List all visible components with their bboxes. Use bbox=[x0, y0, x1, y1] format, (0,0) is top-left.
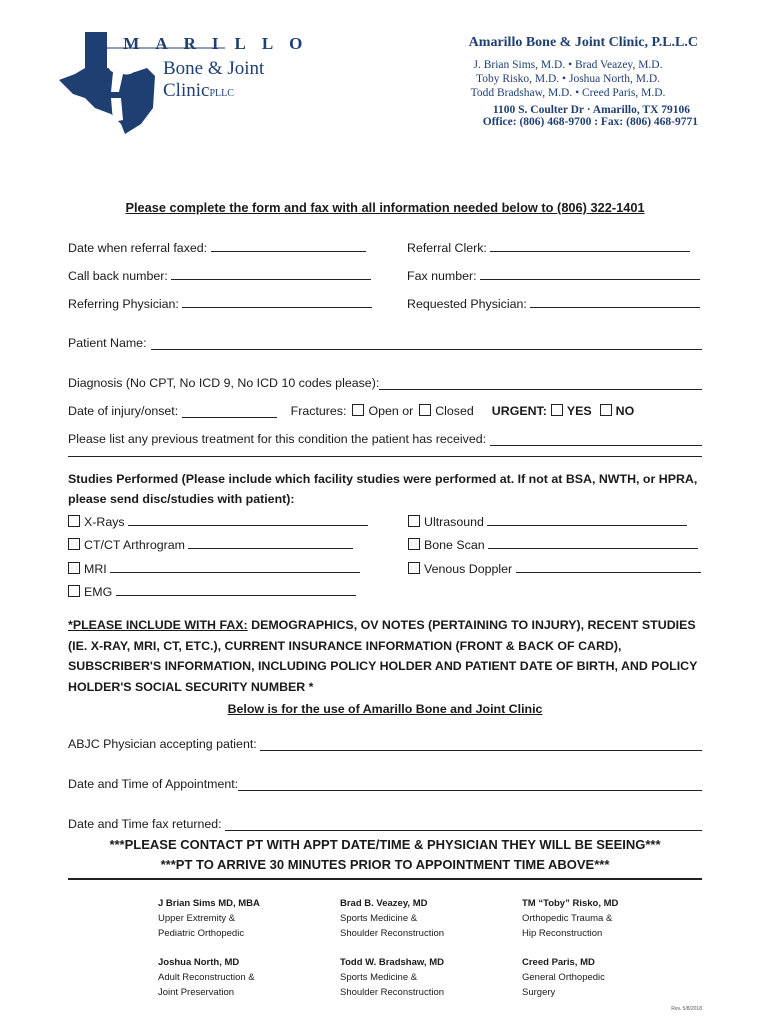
fax-returned-blank[interactable] bbox=[225, 818, 702, 831]
physician-name: Creed Paris, MD bbox=[522, 957, 595, 968]
diagnosis-blank[interactable] bbox=[379, 377, 702, 390]
venous-option[interactable] bbox=[408, 560, 701, 576]
urgent-no-option[interactable] bbox=[600, 404, 635, 418]
clinic-info bbox=[398, 35, 698, 128]
appointment-field[interactable] bbox=[68, 751, 702, 791]
patient-name-label: Patient Name: bbox=[68, 336, 147, 350]
form-title: Please complete the form and fax with all information needed below to (806) 322-1401 bbox=[125, 200, 645, 215]
study-row bbox=[68, 509, 702, 533]
clinic-name: Amarillo Bone & Joint Clinic, P.L.L.C bbox=[468, 35, 698, 50]
date-injury-label: Date of injury/onset: bbox=[68, 404, 179, 418]
referring-physician-blank[interactable] bbox=[182, 295, 372, 308]
contact-notice bbox=[68, 835, 702, 875]
physician-footer bbox=[68, 878, 702, 1000]
requested-physician-blank[interactable] bbox=[530, 295, 700, 308]
physician-specialty: Surgery bbox=[522, 987, 556, 998]
physician-entry bbox=[158, 955, 340, 1000]
venous-checkbox[interactable] bbox=[408, 562, 420, 574]
ultrasound-option[interactable] bbox=[408, 513, 687, 529]
include-notice bbox=[68, 615, 702, 697]
requested-physician-field[interactable] bbox=[407, 295, 702, 311]
urgent-no-checkbox[interactable] bbox=[600, 404, 612, 416]
clinic-phones: Office: (806) 468-9700 : Fax: (806) 468-9771 bbox=[482, 116, 698, 128]
xrays-blank[interactable] bbox=[128, 513, 368, 526]
contact-line-1: ***PLEASE CONTACT PT WITH APPT DATE/TIME & PHYSICIAN THEY WILL BE SEEING*** bbox=[109, 837, 661, 852]
date-referral-field[interactable] bbox=[68, 239, 378, 255]
clinic-use-heading: Below is for the use of Amarillo Bone and Joint Clinic bbox=[227, 702, 543, 716]
ultrasound-label: Ultrasound bbox=[424, 514, 484, 529]
emg-checkbox[interactable] bbox=[68, 585, 80, 597]
studies-heading: Studies Performed (Please include which facility studies were performed at. If not at BSA, NWTH, or HPRA, please send disc/studies with patient): bbox=[68, 472, 698, 506]
callback-blank[interactable] bbox=[171, 267, 371, 280]
previous-treatment-blank[interactable] bbox=[490, 433, 702, 446]
physician-specialty: Hip Reconstruction bbox=[522, 928, 603, 939]
study-row bbox=[68, 580, 702, 604]
study-row bbox=[68, 533, 702, 557]
abjc-physician-label: ABJC Physician accepting patient: bbox=[68, 737, 257, 751]
physician-specialty: General Orthopedic bbox=[522, 972, 605, 983]
physician-entry bbox=[340, 896, 522, 941]
doctor-list bbox=[398, 58, 698, 100]
fax-number-blank[interactable] bbox=[480, 267, 700, 280]
injury-row bbox=[68, 397, 702, 425]
fax-returned-label: Date and Time fax returned: bbox=[68, 817, 222, 831]
open-option[interactable] bbox=[352, 404, 413, 418]
xrays-checkbox[interactable] bbox=[68, 515, 80, 527]
referral-clerk-label: Referral Clerk: bbox=[407, 241, 487, 255]
urgent-yes-label: YES bbox=[566, 404, 592, 418]
ct-checkbox[interactable] bbox=[68, 538, 80, 550]
physician-specialty: Pediatric Orthopedic bbox=[158, 928, 245, 939]
doctor-line: Todd Bradshaw, M.D. • Creed Paris, M.D. bbox=[470, 87, 666, 99]
referral-clerk-field[interactable] bbox=[407, 239, 702, 255]
mri-label: MRI bbox=[84, 561, 107, 576]
physician-entry bbox=[340, 955, 522, 1000]
physician-name: Joshua North, MD bbox=[158, 957, 240, 968]
study-row bbox=[68, 556, 702, 580]
xrays-option[interactable] bbox=[68, 513, 408, 529]
physician-specialty: Sports Medicine & bbox=[340, 913, 418, 924]
physician-specialty: Upper Extremity & bbox=[158, 913, 236, 924]
abjc-physician-field[interactable] bbox=[68, 719, 702, 751]
abjc-physician-blank[interactable] bbox=[260, 738, 702, 751]
closed-label: Closed bbox=[435, 404, 474, 418]
physician-entry bbox=[522, 955, 704, 1000]
logo-clinic-text: Clinic bbox=[163, 80, 210, 101]
logo-clinic bbox=[163, 80, 234, 102]
physician-specialty: Sports Medicine & bbox=[340, 972, 418, 983]
bone-scan-checkbox[interactable] bbox=[408, 538, 420, 550]
patient-name-field[interactable] bbox=[68, 329, 702, 357]
mri-checkbox[interactable] bbox=[68, 562, 80, 574]
urgent-yes-checkbox[interactable] bbox=[551, 404, 563, 416]
open-label: Open or bbox=[368, 404, 414, 418]
physician-specialty: Orthopedic Trauma & bbox=[522, 913, 613, 924]
physician-grid bbox=[158, 896, 702, 1000]
physician-specialty: Joint Preservation bbox=[158, 987, 235, 998]
bone-scan-blank[interactable] bbox=[488, 536, 698, 549]
urgent-no-label: NO bbox=[615, 404, 635, 418]
mri-option[interactable] bbox=[68, 560, 408, 576]
urgent-label: URGENT: bbox=[491, 404, 547, 418]
venous-label: Venous Doppler bbox=[424, 561, 513, 576]
doctor-line: Toby Risko, M.D. • Joshua North, M.D. bbox=[475, 73, 661, 85]
callback-label: Call back number: bbox=[68, 269, 168, 283]
patient-name-blank[interactable] bbox=[151, 337, 702, 350]
physician-name: J Brian Sims MD, MBA bbox=[158, 898, 260, 909]
clinic-address: 1100 S. Coulter Dr · Amarillo, TX 79106 bbox=[492, 104, 690, 116]
fax-number-field[interactable] bbox=[407, 267, 702, 283]
form-row bbox=[68, 261, 702, 289]
fractures-label: Fractures: bbox=[290, 404, 347, 418]
revision-note: Rev. 5/8/2018 bbox=[671, 1006, 702, 1012]
previous-treatment-label: Please list any previous treatment for this condition the patient has received: bbox=[68, 432, 487, 446]
physician-specialty: Shoulder Reconstruction bbox=[340, 928, 445, 939]
callback-field[interactable] bbox=[68, 267, 378, 283]
emg-blank[interactable] bbox=[116, 583, 356, 596]
venous-blank[interactable] bbox=[516, 560, 701, 573]
diagnosis-label: Diagnosis (No CPT, No ICD 9, No ICD 10 codes please): bbox=[68, 376, 380, 390]
emg-option[interactable] bbox=[68, 583, 408, 599]
physician-name: TM “Toby” Risko, MD bbox=[522, 898, 619, 909]
physician-name: Todd W. Bradshaw, MD bbox=[340, 957, 444, 968]
ultrasound-checkbox[interactable] bbox=[408, 515, 420, 527]
contact-line-2: ***PT TO ARRIVE 30 MINUTES PRIOR TO APPOINTMENT TIME ABOVE*** bbox=[160, 857, 610, 872]
urgent-yes-option[interactable] bbox=[551, 404, 592, 418]
diagnosis-field[interactable] bbox=[68, 369, 702, 397]
mri-blank[interactable] bbox=[110, 560, 360, 573]
previous-treatment-field[interactable] bbox=[68, 425, 702, 453]
bone-scan-label: Bone Scan bbox=[424, 538, 485, 553]
date-referral-blank[interactable] bbox=[211, 239, 366, 252]
referral-form bbox=[68, 200, 702, 875]
form-row bbox=[68, 289, 702, 317]
closed-checkbox[interactable] bbox=[419, 404, 431, 416]
include-text: DEMOGRAPHICS, OV NOTES (PERTAINING TO INJURY), RECENT STUDIES (IE. X-RAY, MRI, CT, ETC.), CURRENT INSURANCE INFORMATION (FRONT & BACK OF CARD), SUBSCRIBER'S INFORMATION, INCLUDING POLICY HOLDER AND PATIENT DATE OF BIRTH, AND POLICY HOLDER'S SOCIAL SECURITY NUMBER * bbox=[68, 618, 698, 694]
ct-option[interactable] bbox=[68, 536, 408, 552]
physician-entry bbox=[158, 896, 340, 941]
date-injury-blank[interactable] bbox=[182, 405, 277, 418]
previous-treatment-line[interactable] bbox=[68, 455, 702, 457]
logo-bone-joint: Bone & Joint bbox=[163, 58, 265, 79]
referring-physician-label: Referring Physician: bbox=[68, 297, 179, 311]
physician-name: Brad B. Veazey, MD bbox=[340, 898, 428, 909]
logo-pllc: PLLC bbox=[209, 88, 234, 99]
date-referral-label: Date when referral faxed: bbox=[68, 241, 208, 255]
closed-option[interactable] bbox=[419, 404, 474, 418]
open-checkbox[interactable] bbox=[352, 404, 364, 416]
include-prefix: *PLEASE INCLUDE WITH FAX: bbox=[68, 618, 248, 632]
ct-label: CT/CT Arthrogram bbox=[84, 538, 185, 553]
doctor-line: J. Brian Sims, M.D. • Brad Veazey, M.D. bbox=[473, 59, 663, 71]
logo-wordmark: AMARILLO bbox=[95, 34, 319, 53]
requested-physician-label: Requested Physician: bbox=[407, 297, 527, 311]
referral-clerk-blank[interactable] bbox=[490, 239, 690, 252]
fax-returned-field[interactable] bbox=[68, 791, 702, 831]
emg-label: EMG bbox=[84, 585, 113, 600]
xrays-label: X-Rays bbox=[84, 514, 125, 529]
appointment-blank[interactable] bbox=[238, 778, 702, 791]
bone-scan-option[interactable] bbox=[408, 536, 698, 552]
form-row bbox=[68, 233, 702, 261]
fax-number-label: Fax number: bbox=[407, 269, 477, 283]
ultrasound-blank[interactable] bbox=[487, 513, 687, 526]
physician-specialty: Shoulder Reconstruction bbox=[340, 987, 445, 998]
appointment-label: Date and Time of Appointment: bbox=[68, 777, 239, 791]
physician-entry bbox=[522, 896, 704, 941]
referring-physician-field[interactable] bbox=[68, 295, 378, 311]
physician-specialty: Adult Reconstruction & bbox=[158, 972, 255, 983]
ct-blank[interactable] bbox=[188, 536, 353, 549]
